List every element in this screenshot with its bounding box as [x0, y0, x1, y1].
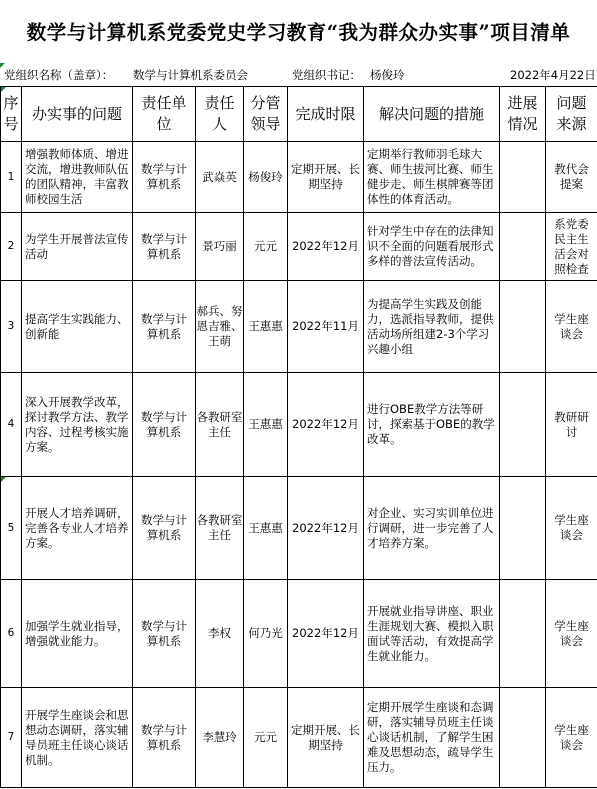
row-person: 各教研室主任 — [196, 373, 244, 477]
row-deadline: 定期开展、长期坚持 — [288, 142, 364, 213]
report-date: 2022年4月22日 — [510, 68, 596, 82]
row-measures: 开展就业指导讲座、职业生涯规划大赛、模拟入职面试等活动，有效提高学生就业能力。 — [364, 580, 500, 688]
table-row — [1, 213, 597, 281]
row-unit: 数学与计算机系 — [133, 580, 196, 688]
secretary-label: 党组织书记： — [292, 68, 361, 82]
row-measures: 进行OBE教学方法等研讨，探索基于OBE的教学改革。 — [364, 373, 500, 477]
header-progress: 进展情况 — [500, 87, 546, 142]
org-value: 数学与计算机系委员会 — [133, 68, 248, 82]
row-unit: 数学与计算机系 — [133, 281, 196, 373]
row-measures: 为提高学生实践及创能力，选派指导教师，提供活动场所组建2-3个学习兴趣小组 — [364, 281, 500, 373]
table-row — [1, 477, 597, 580]
header-person: 责任人 — [196, 87, 244, 142]
row-person: 李慧玲 — [196, 688, 244, 788]
row-deadline: 定期开展、长期坚持 — [288, 688, 364, 788]
header-source: 问题来源 — [546, 87, 597, 142]
org-label: 党组织名称（盖章）： — [4, 68, 114, 82]
secretary-value: 杨俊玲 — [370, 68, 405, 82]
row-problem: 增强教师体质、增进交流，增进教师队伍的团队精神，丰富教师校园生活 — [22, 142, 133, 213]
row-deadline: 2022年12月 — [288, 477, 364, 580]
meta-row — [0, 63, 597, 85]
row-seq: 3 — [1, 281, 22, 373]
row-problem: 开展人才培养调研，完善各专业人才培养方案。 — [22, 477, 133, 580]
table-row — [1, 688, 597, 788]
row-measures: 针对学生中存在的法律知识不全面的问题看展形式多样的普法宣传活动。 — [364, 213, 500, 281]
header-measures: 解决问题的措施 — [364, 87, 500, 142]
row-measures: 对企业、实习实训单位进行调研，进一步完善了人才培养方案。 — [364, 477, 500, 580]
row-deadline: 2022年12月 — [288, 373, 364, 477]
row-seq: 7 — [1, 688, 22, 788]
row-problem: 开展学生座谈会和思想动态调研，落实辅导员班主任谈心谈话机制。 — [22, 688, 133, 788]
row-deadline: 2022年12月 — [288, 213, 364, 281]
row-seq: 4 — [1, 373, 22, 477]
row-source: 学生座谈会 — [546, 580, 597, 688]
row-source: 学生座谈会 — [546, 477, 597, 580]
row-person: 李权 — [196, 580, 244, 688]
row-seq: 5 — [1, 477, 22, 580]
row-source: 学生座谈会 — [546, 281, 597, 373]
row-leader: 杨俊玲 — [244, 142, 288, 213]
row-problem: 深入开展教学改革，探讨教学方法、教学内容、过程考核实施方案。 — [22, 373, 133, 477]
row-leader: 元元 — [244, 688, 288, 788]
row-progress — [500, 373, 546, 477]
header-problem: 办实事的问题 — [22, 87, 133, 142]
header-leader: 分管领导 — [244, 87, 288, 142]
row-leader: 何乃光 — [244, 580, 288, 688]
row-leader: 王惠惠 — [244, 477, 288, 580]
row-deadline: 2022年12月 — [288, 580, 364, 688]
project-table — [0, 86, 597, 788]
row-measures: 定期举行教师羽毛球大赛、师生拔河比赛、师生健步走、师生棋牌赛等团体性的体育活动。 — [364, 142, 500, 213]
row-problem: 加强学生就业指导，增强就业能力。 — [22, 580, 133, 688]
header-seq: 序号 — [1, 87, 22, 142]
header-row — [1, 87, 597, 142]
row-leader: 王惠惠 — [244, 373, 288, 477]
row-progress — [500, 580, 546, 688]
row-seq: 2 — [1, 213, 22, 281]
row-person: 各教研室主任 — [196, 477, 244, 580]
header-deadline: 完成时限 — [288, 87, 364, 142]
row-deadline: 2022年11月 — [288, 281, 364, 373]
table-row — [1, 373, 597, 477]
table-row — [1, 281, 597, 373]
row-measures: 定期开展学生座谈和态调研，落实辅导员班主任谈心谈话机制，了解学生困难及思想动态，疏导学生压力。 — [364, 688, 500, 788]
row-unit: 数学与计算机系 — [133, 213, 196, 281]
row-unit: 数学与计算机系 — [133, 142, 196, 213]
row-source: 教研研讨 — [546, 373, 597, 477]
table-row — [1, 580, 597, 688]
row-progress — [500, 142, 546, 213]
row-progress — [500, 477, 546, 580]
header-unit: 责任单位 — [133, 87, 196, 142]
row-progress — [500, 688, 546, 788]
row-person: 景巧丽 — [196, 213, 244, 281]
row-unit: 数学与计算机系 — [133, 688, 196, 788]
row-problem: 为学生开展普法宣传活动 — [22, 213, 133, 281]
row-leader: 元元 — [244, 213, 288, 281]
row-source: 学生座谈会 — [546, 688, 597, 788]
page-title: 数学与计算机系党委党史学习教育“我为群众办实事”项目清单 — [26, 21, 571, 44]
row-problem: 提高学生实践能力、创新能 — [22, 281, 133, 373]
row-unit: 数学与计算机系 — [133, 477, 196, 580]
row-seq: 6 — [1, 580, 22, 688]
row-progress — [500, 213, 546, 281]
row-source: 系党委民主生活会对照检查 — [546, 213, 597, 281]
row-seq: 1 — [1, 142, 22, 213]
row-source: 教代会提案 — [546, 142, 597, 213]
table-row — [1, 142, 597, 213]
row-leader: 王惠惠 — [244, 281, 288, 373]
row-unit: 数学与计算机系 — [133, 373, 196, 477]
row-person: 武焱英 — [196, 142, 244, 213]
row-person: 郝兵、努恩吉雅、王萌 — [196, 281, 244, 373]
row-progress — [500, 281, 546, 373]
